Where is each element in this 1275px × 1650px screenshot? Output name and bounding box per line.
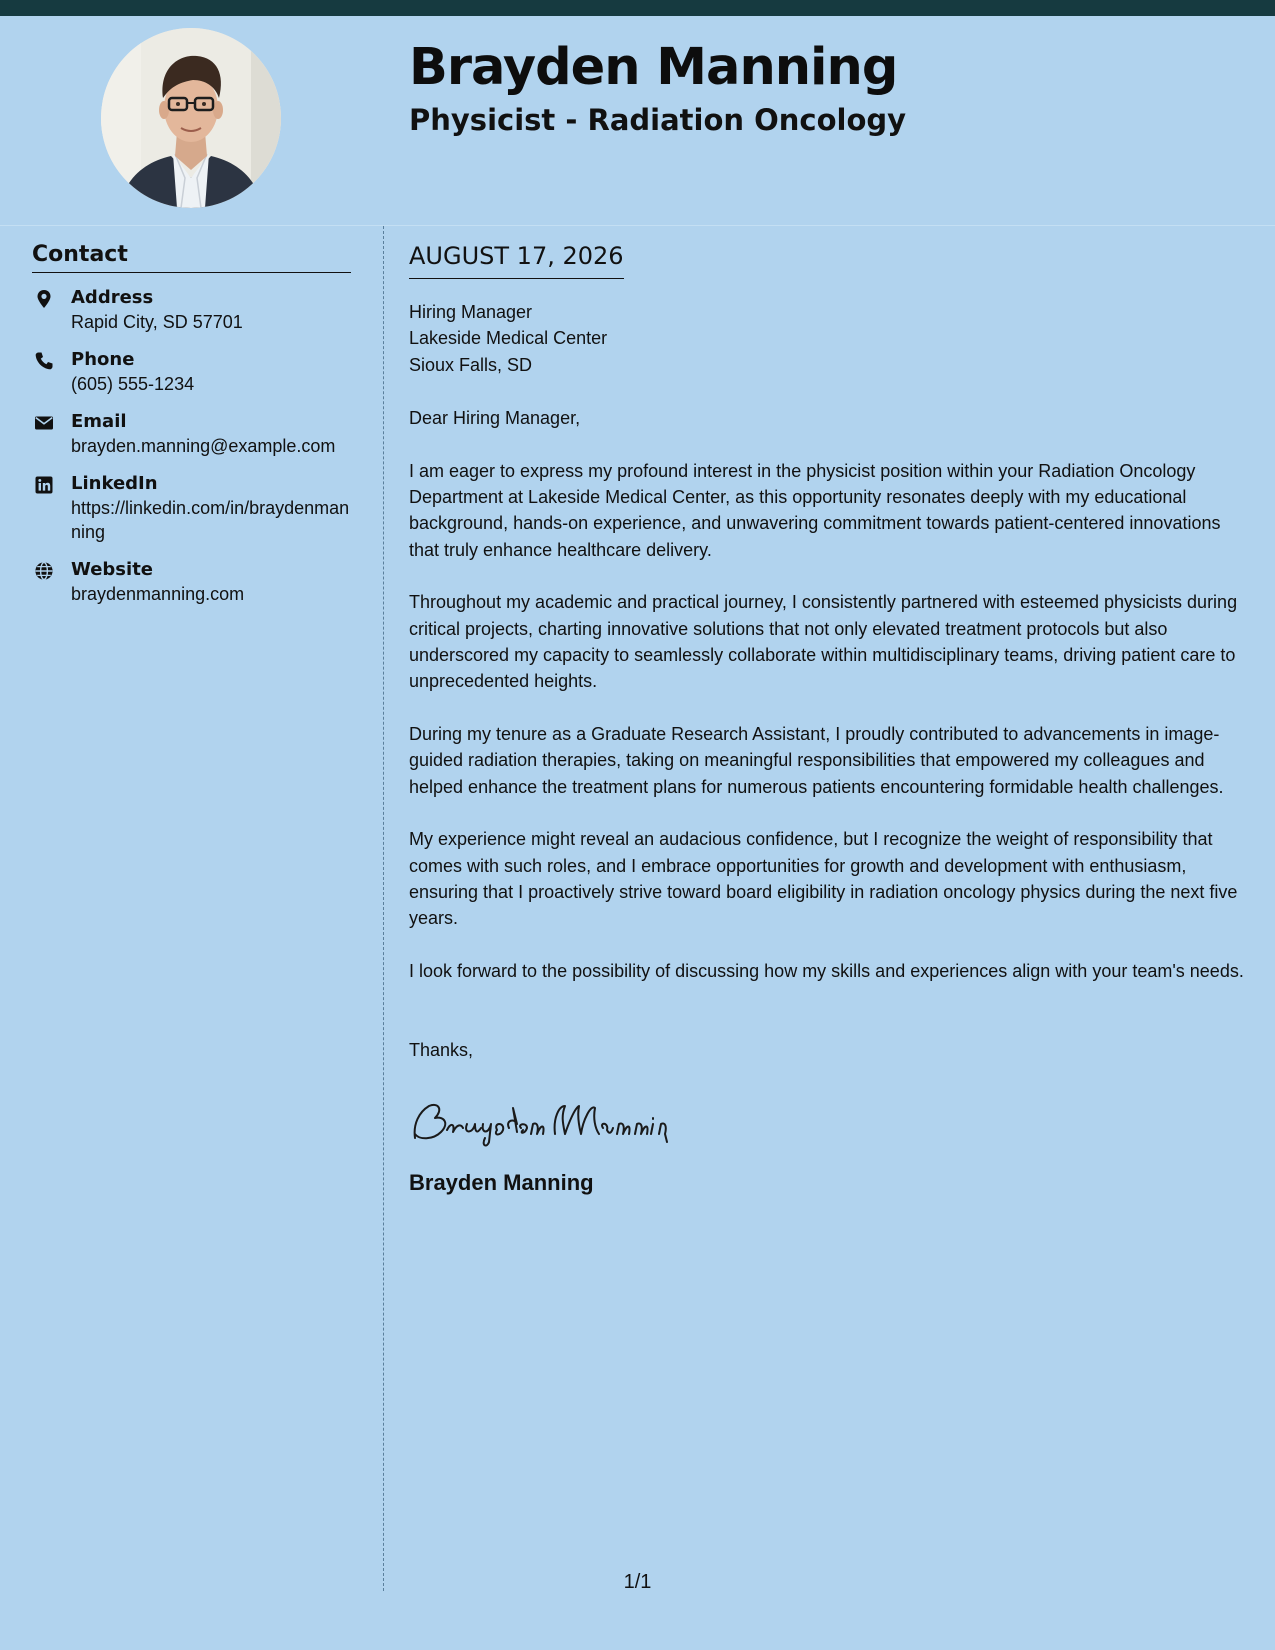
handwritten-signature bbox=[409, 1094, 1244, 1150]
contact-website bbox=[32, 557, 351, 606]
envelope-icon bbox=[34, 413, 54, 433]
linkedin-icon bbox=[34, 475, 54, 495]
job-title: Physicist - Radiation Oncology bbox=[409, 103, 907, 137]
contact-label: Address bbox=[71, 287, 154, 308]
salutation: Dear Hiring Manager, bbox=[409, 408, 581, 429]
recipient-block bbox=[409, 299, 1244, 378]
contact-email bbox=[32, 409, 351, 458]
candidate-name: Brayden Manning bbox=[409, 38, 898, 97]
contact-heading: Contact bbox=[32, 240, 351, 273]
letter-paragraph: I look forward to the possibility of discussing how my skills and experiences align with your team's needs. bbox=[409, 960, 1244, 981]
recipient-line: Hiring Manager bbox=[409, 302, 533, 322]
contact-phone bbox=[32, 347, 351, 396]
letter-paragraph: I am eager to express my profound interest in the physicist position within your Radiation Oncology Department at Lakeside Medical Center, as this opportunity resonates deeply with my educational background, hands-on experience, and unwavering commitment towards patient-centered innovations that truly enhance healthcare delivery. bbox=[409, 460, 1221, 560]
letter-paragraph: During my tenure as a Graduate Research Assistant, I proudly contributed to advancements in image-guided radiation therapies, taking on meaningful responsibilities that empowered my colleagues and helped enhance the treatment plans for numerous patients encountering formidable health challenges. bbox=[409, 723, 1224, 797]
location-pin-icon bbox=[34, 289, 54, 309]
contact-address bbox=[32, 285, 351, 334]
signer-name: Brayden Manning bbox=[409, 1169, 594, 1195]
closing: Thanks, bbox=[409, 1040, 474, 1061]
contact-label: Email bbox=[71, 411, 127, 432]
globe-icon bbox=[34, 561, 54, 581]
contact-list bbox=[32, 285, 351, 606]
contact-value: (605) 555-1234 bbox=[71, 374, 195, 394]
profile-photo bbox=[101, 28, 281, 208]
header-divider bbox=[0, 225, 1275, 226]
top-bar bbox=[0, 0, 1275, 16]
contact-sidebar bbox=[32, 240, 351, 619]
page-number: 1/1 bbox=[623, 1571, 652, 1593]
letter-paragraph: Throughout my academic and practical journey, I consistently partnered with esteemed physicists during critical projects, charting innovative solutions that not only elevated treatment protocols but also underscored my capacity to seamlessly collaborate within multidisciplinary teams, driving patient care to unprecedented heights. bbox=[409, 592, 1238, 692]
phone-icon bbox=[34, 351, 54, 371]
contact-label: LinkedIn bbox=[71, 473, 158, 494]
letter-date: AUGUST 17, 2026 bbox=[409, 240, 624, 279]
contact-linkedin bbox=[32, 471, 351, 544]
contact-value[interactable]: brayden.manning@example.com bbox=[71, 436, 336, 456]
contact-value: Rapid City, SD 57701 bbox=[71, 312, 243, 332]
column-divider bbox=[383, 226, 384, 1591]
contact-label: Phone bbox=[71, 349, 135, 370]
cover-letter bbox=[409, 240, 1244, 1198]
letter-paragraph: My experience might reveal an audacious confidence, but I recognize the weight of responsibility that comes with such roles, and I embrace opportunities for growth and development with enthusiasm, ensuring that I proactively strive toward board eligibility in radiation oncology physics during the next five years. bbox=[409, 829, 1238, 929]
contact-value[interactable]: https://linkedin.com/in/braydenmanning bbox=[71, 498, 350, 542]
contact-label: Website bbox=[71, 559, 154, 580]
contact-value[interactable]: braydenmanning.com bbox=[71, 584, 245, 604]
recipient-line: Lakeside Medical Center bbox=[409, 328, 608, 349]
recipient-line: Sioux Falls, SD bbox=[409, 354, 533, 375]
